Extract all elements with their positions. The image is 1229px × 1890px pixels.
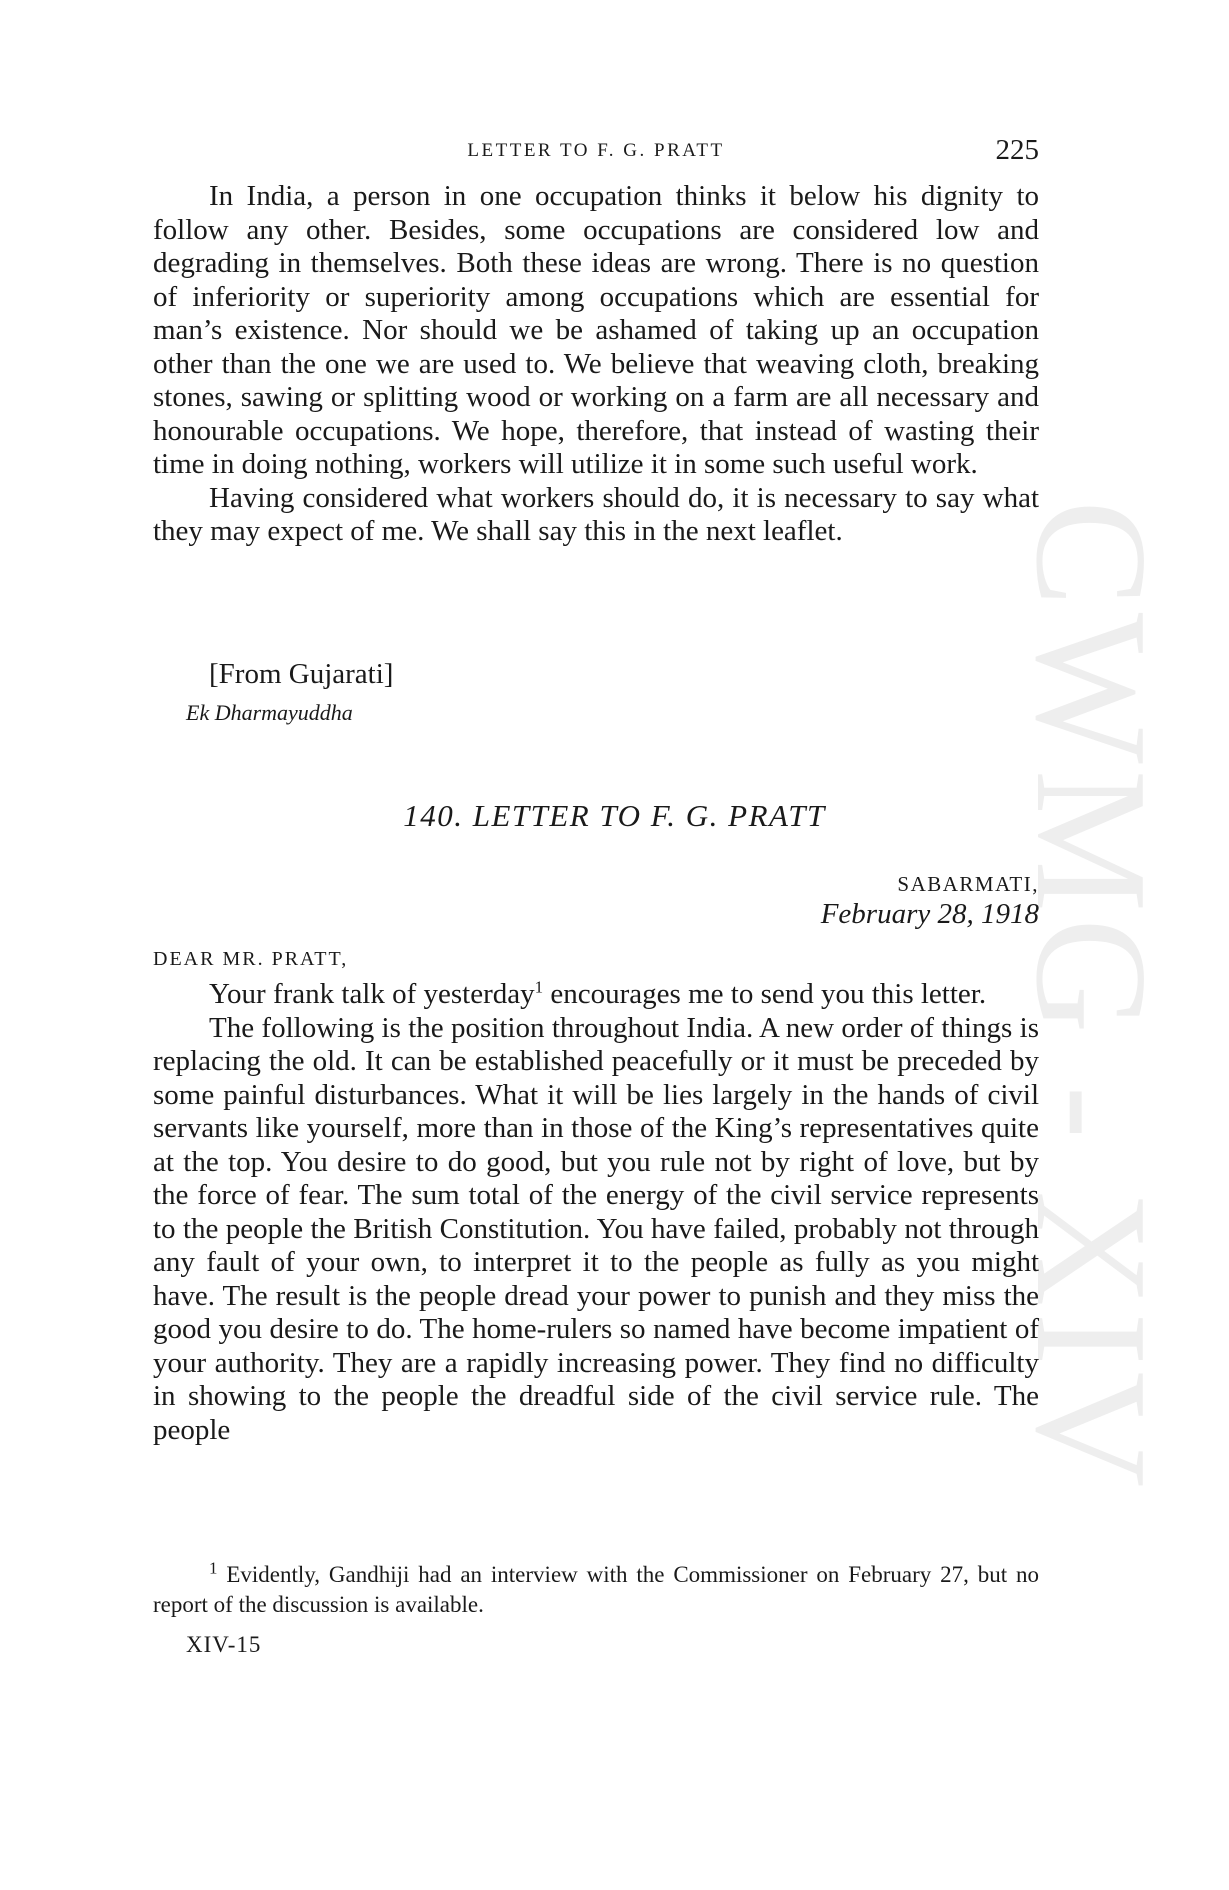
paragraph: Having considered what workers should do, it is necessary to say what they may expect of me. We shall say this in the next leaflet. bbox=[153, 481, 1039, 547]
footnote-body: Evidently, Gandhiji had an interview with the Commissioner on February 27, but no report of the discussion is available. bbox=[153, 1562, 1039, 1617]
salutation: DEAR MR. PRATT, bbox=[153, 948, 349, 970]
footnote bbox=[153, 1560, 1039, 1620]
letter-body bbox=[153, 978, 1039, 1447]
paragraph: The following is the position throughout India. A new order of things is replacing the old. It can be established peacefully or it must be preceded by some painful disturbances. What it will be lies largely in the hands of civil servants like yourself, more than in those of the King’s representatives quite at the top. You desire to do good, but you rule not by right of love, but by the force of fear. The sum total of the energy of the civil service represents to the people the British Constitution. You have failed, probably not through any fault of your own, to interpret it to the people as fully as you might have. The result is the people dread your power to punish and they miss the good you desire to do. The home-rulers so named have become impatient of your authority. They are a rapidly increasing power. They find no difficulty in showing to the people the dreadful side of the civil service rule. The people bbox=[153, 1011, 1039, 1446]
document-heading: 140. LETTER TO F. G. PRATT bbox=[403, 798, 826, 833]
letter-date: February 28, 1918 bbox=[820, 898, 1039, 930]
continued-text bbox=[153, 180, 1039, 549]
letter-place bbox=[897, 866, 1039, 899]
watermark: CWMG - XIV bbox=[1003, 500, 1181, 1494]
running-head bbox=[153, 134, 1039, 166]
signature-mark: XIV-15 bbox=[186, 1632, 262, 1657]
footnote-marker: 1 bbox=[209, 1558, 218, 1578]
paragraph bbox=[153, 978, 1039, 1012]
letter-place-text: SABARMATI, bbox=[897, 872, 1039, 896]
running-title: LETTER TO F. G. PRATT bbox=[467, 140, 725, 161]
source-publication: Ek Dharmayuddha bbox=[186, 700, 353, 725]
paragraph-text: Your frank talk of yesterday bbox=[209, 978, 535, 1010]
footnote-text bbox=[153, 1560, 1039, 1620]
paragraph: In India, a person in one occupation thinks it below his dignity to follow any other. Besides, some occupations are considered low and degrading in themselves. Both these ideas are wrong. There is no question of inferiority or superiority among occupations which are essential for man’s existence. Nor should we be ashamed of taking up an occupation other than the one we are used to. We believe that weaving cloth, breaking stones, sawing or splitting wood or working on a farm are all necessary and honourable occupations. We hope, therefore, that instead of wasting their time in doing nothing, workers will utilize it in some such useful work. bbox=[153, 180, 1039, 480]
paragraph-text: encourages me to send you this letter. bbox=[543, 978, 987, 1010]
footnote-ref: 1 bbox=[534, 977, 544, 997]
page-number: 225 bbox=[995, 134, 1039, 166]
source-language: [From Gujarati] bbox=[209, 658, 394, 690]
